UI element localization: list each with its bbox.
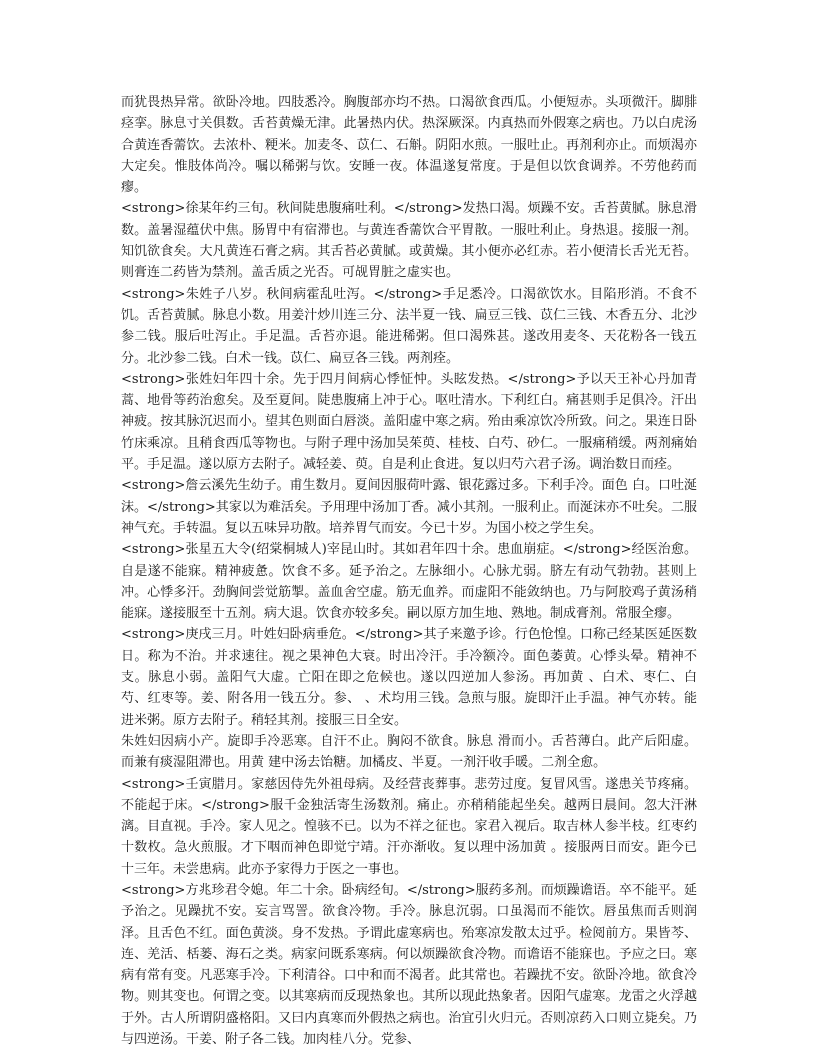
paragraph-5: <strong>詹云溪先生幼子。甫生数月。夏间因服荷叶露、银花露过多。下利手冷。面色 白。口吐涎沫。</strong>其家以为难活矣。予用理中汤加丁香。减小其剂。一服利止。而涎沫亦不吐矣。二服神气充。手转温。复以五味异功散。培养胃气而安。今已十岁。为国小校之学生矣。 [121,478,697,536]
paragraph-4: <strong>张姓妇年四十余。先于四月间病心悸怔忡。头眩发热。</strong>予以天王补心丹加青蒿、地骨等药治愈矣。及至夏间。陡患腹痛上冲于心。呕吐清水。下利红白。痛甚则手足俱冷。汗出神疲。按其脉沉迟而小。望其色则面白唇淡。盖阳虚中寒之病。殆由乘凉饮冷所致。问之。果连日卧竹床乘凉。且稍食西瓜等物也。与附子理中汤加吴茱萸、桂枝、白芍、砂仁。一服痛稍缓。两剂痛始平。手足温。遂以原方去附子。减轻姜、萸。自是利止食进。复以归芍六君子汤。调治数日而痊。 [121,371,697,473]
paragraph-6: <strong>张星五大令(绍棠桐城人)宰昆山时。其如君年四十余。患血崩症。</strong>经医治愈。自是遂不能寐。精神疲惫。饮食不多。延予治之。左脉细小。心脉尤弱。脐左有动气勃勃。甚则上冲。心悸多汗。劲胸间尝觉筋掣。盖血舍空虚。筋无血养。而虚阳不能敛纳也。乃与阿胶鸡子黄汤稍能寐。遂接服至十五剂。病大退。饮食亦较多矣。嗣以原方加生地、熟地。制成膏剂。常服全瘳。 [121,542,697,622]
paragraph-10: <strong>方兆珍君令媳。年二十余。卧病经旬。</strong>服药多剂。而烦躁谵语。卒不能平。延予治之。见躁扰不安。妄言骂詈。欲食冷物。手冷。脉息沉弱。口虽渴而不能饮。唇虽焦而舌则润泽。且舌色不红。面色黄淡。身不发热。予谓此虚寒病也。殆寒凉发散太过乎。检阅前方。果皆芩、连、羌活、栝蒌、海石之类。病家问既系寒病。何以烦躁欲食冷物。而谵语不能寐也。予应之曰。寒病有常有变。凡恶寒手冷。下利清谷。口中和而不渴者。此其常也。若躁扰不安。欲卧冷地。欲食冷物。则其变也。何谓之变。以其寒病而反现热象也。其所以现此热象者。因阳气虚寒。龙雷之火浮越于外。古人所谓阴盛格阳。又曰内真寒而外假热之病也。治宜引火归元。否则凉药入口则立毙矣。乃与四逆汤。干姜、附子各二钱。加肉桂八分。党参、 [121,882,697,1048]
paragraph-1: 而犹畏热异常。欲卧冷地。四肢悉冷。胸腹部亦均不热。口渴欲食西瓜。小便短赤。头项微汗。脚腓痉挛。脉息寸关俱数。舌苔黄燥无津。此暑热内伏。热深厥深。内真热而外假寒之病也。乃以白虎汤合黄连香薷饮。去浓朴、粳米。加麦冬、苡仁、石斛。阴阳水煎。一服吐止。再剂利亦止。而烦渴亦大定矣。惟肢体尚冷。嘱以稀粥与饮。安睡一夜。体温遂复常度。于是但以饮食调养。不劳他药而瘳。 [121,95,697,196]
paragraph-3: <strong>朱姓子八岁。秋间病霍乱吐泻。</strong>手足悉冷。口渴欲饮水。目陷形消。不食不饥。舌苔黄腻。脉息小数。用姜汁炒川连三分、法半夏一钱、扁豆三钱、苡仁三钱、木香五分、北沙参二钱。服后吐泻止。手足温。舌苔亦退。能进稀粥。但口渴殊甚。遂改用麦冬、天花粉各一钱五分。北沙参二钱。白术一钱。苡仁、扁豆各三钱。两剂痊。 [121,286,697,366]
document-body [121,92,697,1050]
paragraph-9: <strong>壬寅腊月。家慈因侍先外祖母病。及经营丧葬事。悲劳过度。复冒风雪。遂患关节疼痛。不能起于床。</strong>服千金独活寄生汤数剂。痛止。亦稍稍能起坐矣。越两日晨间。忽大汗淋漓。目直视。手冷。家人见之。惶骇不已。以为不祥之征也。家君入视后。取吉林人参半枝。红枣约十数枚。急火煎服。才下咽而神色即觉宁靖。汗亦渐收。复以理中汤加黄 。接服两日而安。距今已十三年。未尝患病。此亦予家得力于医之一事也。 [121,776,697,877]
paragraph-2: <strong>徐某年约三旬。秋间陡患腹痛吐利。</strong>发热口渴。烦躁不安。舌苔黄腻。脉息滑数。盖暑湿蕴伏中焦。肠胃中有宿滞也。与黄连香薷饮合平胃散。一服吐利止。身热退。接服一剂。知饥欲食矣。大凡黄连石膏之病。其舌苔必黄腻。或黄燥。其小便亦必红赤。若小便清长舌光无苔。则膏连二药皆为禁剂。盖舌质之光否。可觇胃脏之虚实也。 [121,201,697,281]
paragraph-7: <strong>庚戌三月。叶姓妇卧病垂危。</strong>其子来邀予诊。行色怆惶。口称己经某医延医数日。称为不治。并求速往。视之果神色大衰。时出冷汗。手冷额冷。面色萎黄。心悸头晕。精神不支。脉息小弱。盖阳气大虚。亡阳在即之危候也。遂以四逆加人参汤。再加黄 、白术、枣仁、白芍、红枣等。姜、附各用一钱五分。参、 、术均用三钱。急煎与服。旋即汗止手温。神气亦转。能进米粥。原方去附子。稍轻其剂。接服三日全安。 [121,627,697,728]
paragraph-8: 朱姓妇因病小产。旋即手冷恶寒。自汗不止。胸闷不欲食。脉息 滑而小。舌苔薄白。此产后阳虚。而兼有痰湿阻滞也。用黄 建中汤去饴糖。加橘皮、半夏。一剂汗收手暖。二剂全愈。 [121,733,697,771]
